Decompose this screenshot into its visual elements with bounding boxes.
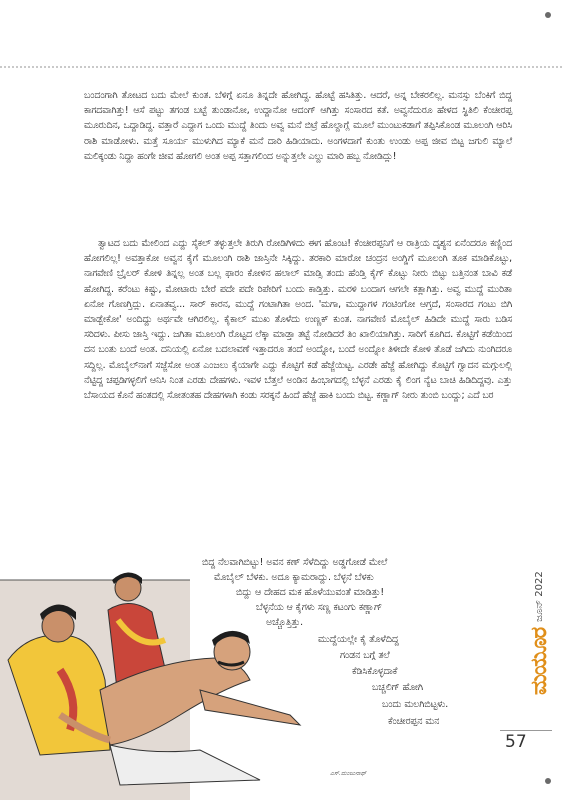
article-paragraph: ಬಂದಂಗಾಗಿ ತೋಟದ ಬದು ಮೇಲೆ ಕುಂತ. ಬೆಳಿಗ್ಗೆ ಏನೂ ತಿನ್ನದೇ ಹೋಗಿದ್ದ. ಹೊಟ್ಟೆ ಹಸಿತಿತ್ತು. ಆದರೆ, ಅನ್ನ ಬೇಕರಲಿಲ್ಲ. ಮನಸ್ಸು ಬೆಂಕಿಗೆ ಬಿದ್ದ ಕಾಗದವಾಗಿತ್ತು! ಆಸೆ ಪಟ್ಟು ತಗಂಡ ಬಟ್ಟೆ ತುಂಡಾನೋ, ಉದ್ದಾನೋ ಆದಂಗ್ ಆಗಿತ್ತು ಸಂಸಾರದ ಕತೆ. ಅವ್ವನೆದುರೂ ಹೇಳದ ಸ್ಥಿತಿಲಿ ಕೆಂಚೀರಪ್ಪ ಮೂರುದಿನ, ಒದ್ದಾಡಿದ್ದ. ವತ್ತಾರೆ ಎದ್ದಾಗ ಒಂದು ಮುದ್ದೆ ತಿಂದು ಅವ್ವ ಮನೆ ಬಿಟ್ರೆ ಹೊಲ್ದಾಗ್ಲೆ ಮೂಲೆ ಮುಂಟುಕಡಾಗೆ ತಪ್ಪಿಸಿಕೊಂಡ ಮೂಲಂಗಿ ಆರಿಸಿ ರಾಶಿ ಮಾಡೋಳು. ಮತ್ತೆ ಸೂರ್ಯ ಮುಳುಗಿದ ಮ್ಯಾಕೆ ಮನೆ ದಾರಿ ಹಿಡಿಯಾದು. ಅಂಗಳದಾಗೆ ಕುಂತು ಉಂಡು ಅಪ್ಪ ಜೀವ ಬಿಟ್ಟ ಜಗುಲಿ ಮ್ಯಾಲೆ ಮಲಿಕ್ಕಂಡು ನಿದ್ದಾ ಹಂಗೇ ಜೀವ ಹೋಗಲಿ ಅಂತ ಅಪ್ಪ ಸತ್ತಾಗಲಿಂದ ಅನ್ನುತ್ತಲೇ ಎಲ್ದು ಮಾರಿ ಹಬ್ಬ ನೋಡಿದ್ಲು! bbox=[84, 90, 512, 162]
cascade-line: ಬಿದ್ದು ಆ ದೇಹದ ಮಕ ಹೊಳೆಯುವಂತೆ ಮಾಡಿತ್ತು! bbox=[236, 587, 385, 598]
cascade-line: ಬಿದ್ದ ನೆಲವಾಗಿಬಿಟ್ಟು! ಅವನ ಕಣ್ ಸೆಳೆದಿದ್ದು ಅಡ್ಡಗೋಡೆ ಮೇಲೆ bbox=[202, 557, 388, 568]
issue-month: ಜೂನ್ 2022 bbox=[533, 571, 545, 622]
top-dotted-divider bbox=[0, 66, 562, 68]
corner-crop-mark bbox=[545, 12, 551, 18]
page-number-rule bbox=[500, 730, 552, 731]
story-illustration bbox=[0, 540, 330, 800]
cascade-line: ಕೆಂಚೀರಪ್ಪನ ಮನ bbox=[388, 716, 440, 727]
cascade-line: ಮುದ್ದೆಯಲ್ಲೇ ಕೈ ತೊಳೆದಿದ್ದ bbox=[318, 634, 399, 645]
cascade-line: ಅಚ್ಚೊತ್ತಿತ್ತು. bbox=[266, 617, 304, 628]
cascade-line: ಗಂಡನ ಬಗ್ಗೆ ತಲೆ bbox=[340, 650, 390, 661]
article-paragraph: ತ್ವಾಟದ ಬದು ಮೇಲಿಂದ ಎದ್ದು ಸೈಕಲ್ ತಳ್ಳುತ್ತಲೇ ತಿರುಗಿ ರೋಡಿಗಿಳಿದು ಈಗ ಹೊಂಟ! ಕೆಂಚೀರಪ್ಪನಿಗೆ ಆ ರಾತ್ರಿಯ ದೃಶ್ಯನ ಏನೆಂದರೂ ಕಣ್ಣಿಂದ ಹೋಗಲಿಲ್ಲ! ಅವತ್ತಾಕೋ ಅವ್ವನ ಕೈಗೆ ಮೂಲಂಗಿ ರಾಶಿ ಜಾಸ್ತಿನೇ ಸಿಕ್ಕಿದ್ದು. ತರಕಾರಿ ಮಾರೋ ಚಂದ್ರನ ಅಂಗ್ಡಿಗೆ ಮೂಲಂಗಿ ತೂಕ ಮಾಡಿಕೊಟ್ಟು, ನಾಗವೇಣಿ ಬ್ರೈಲರ್ ಕೋಳಿ ತಿನ್ನಲ್ಲ ಅಂತ ಬಲ್ಲ ಫಾರಂ ಕೋಳಿನ ಹಲಾಲ್ ಮಾಡ್ಸಿ ತಂದು ಹೆಂಡ್ತಿ ಕೈಗ್ ಕೊಟ್ಟು ನೀರು ಬಿಟ್ಟು ಬತ್ತಿನಂತ ಬಾವಿ ಕಡೆ ಹೋಗಿದ್ದ. ಕರೆಂಟು ಕಿಷ್ಟು, ಮೋಟಾರು ಬೇರೆ ಪದೇ ಪದೇ ರಿಪೇರಿಗೆ ಬಂದು ಕಾಡ್ತಿತ್ತು. ಮರಳಿ ಬಂದಾಗ ಆಗಲೇ ಕತ್ಲಾಗಿತ್ತು. ಅವ್ವ ಮುದ್ದೆ ಮುರಿತಾ ಏನೋ ಗೊಣಗ್ತಿದ್ಲು. ಏನಾತವ್ವ... ಸಾರ್ ಕಾರನ, ಮುದ್ದೆ ಗಂಟಾಗಿತಾ ಅಂದ. 'ಮಗಾ, ಮುದ್ದಾಗಳ ಗಂಟಿಂಗೋ ಆಗ್ತದೆ, ಸಂಸಾರದ ಗಂಟು ಬಿಗಿ ಮಾಡ್ಬೇಕೋ' ಅಂದಿದ್ದು ಅರ್ಥವೇ ಆಗಿರಲಿಲ್ಲ. ಕೈಕಾಲ್ ಮುಖ ತೊಳೆದು ಉಣ್ಣಕ್ ಕುಂತ. ನಾಗವೇಣಿ ಮೊಬೈಲ್ ಹಿಡಿದೇ ಮುದ್ದೆ ಸಾರು ಬಡಿಸ ಸರಿದಳು. ಪೀಸು ಜಾಸ್ತಿ ಇದ್ದು. ಜಗಿತಾ ಮೂಲಂಗಿ ರೊಟ್ಟದ ಲೆಕ್ಕಾ ಮಾಡ್ತಾ ತಟ್ಟೆ ನೋಡಿದರೆ ತಿಂ ಖಾಲಿಯಾಗಿತ್ತು. ಸಾರಿಗೆ ಕೂಗಿದ. ಕೊಟ್ಟಿಗೆ ಕಡೆಯಿಂದ ದನ ಬಂತು ಬಂದೆ ಅಂತ. ದನಿಯಲ್ಲಿ ಏನೋ ಬದಲಾವಣೆ ಇತ್ತಾದರೂ ತಂದೆ ಅಂದ್ನೋ, ಬಂದೆ ಅಂದ್ನೋ ತಿಳೀದೇ ಕೋಳಿ ತೊಡೆ ಜಗಿದು ನುಂಗಿದರೂ ಸದ್ದಿಲ್ಲ. ಮೊಬೈಲ್‌ನಾಗೆ ಸಜ್ಜೆಸೋ ಅಂತ ಎಂಜಲು ಕೈಯಾಗೇ ಎದ್ದು ಕೊಟ್ಟಿಗೆ ಕಡೆ ಹೆಜ್ಜೆಯಿಟ್ಟ. ಎರಡೇ ಹೆಜ್ಜೆ ಹೋಗಿದ್ದು ಕೊಟ್ಟಿಗೆ ಗ್ವಾದನ ಮಗ್ಗುಲಲ್ಲಿ ನೆಟ್ಟಿದ್ದ ಚಪ್ಪಡಿಗಳ್ಳಲಿಗೆ ಆನಿಸಿ ನಿಂತ ಎರಡು ದೇಹಗಳು. ಇವಳ ಬೆತ್ತಲೆ ಅಂಡಿನ ಹಿಂಭಾಗದಲ್ಲಿ ಬೆಳ್ಳನೆ ಎರಡು ಕೈ ಲಿಂಗ ನ್ಯೆಟ ಬಾಚಿ ಹಿಡಿದಿದ್ದವು. ಎತ್ತು ಬೆಸಾಯದ ಕೊನೆ ಹಂತದಲ್ಲಿ ಸೋತಂತಹ ದೇಹಗಳಾಗಿ ಕಂಡು ಸರಕ್ಕನೆ ಹಿಂದೆ ಹೆಜ್ಜೆ ಹಾಕಿ ಬಂದು ಬಿಟ್ಟ. ಕಣ್ಣಾಗ್ ನೀರು ತುಂಬಿ ಬಂದ್ದು; ಎದೆ ಬರ bbox=[84, 238, 512, 402]
cascade-line: ಕೆಡಿಸಿಕೊಳ್ಳದಾಕೆ bbox=[352, 666, 398, 677]
corner-crop-mark bbox=[545, 778, 551, 784]
cascade-line: ಬೆಳ್ಳನೆಯ ಆ ಕೈಗಳು ಸಣ್ಣ ಕಟಂಗು ಕಣ್ಣಾಗ್ bbox=[256, 602, 383, 613]
side-masthead bbox=[519, 571, 559, 695]
magazine-name: ಮಯೂರ bbox=[526, 627, 552, 695]
cascade-line: ಮೊಬೈಲ್ ಬೆಳಕು. ಅದೂ ಕ್ಯಾಮರಾದ್ದು. ಬೆಳ್ಳನೆ ಬೆಳಕು bbox=[214, 572, 374, 583]
cascade-line: ಬಚ್ಚಲಿಗ್ ಹೋಗಿ bbox=[372, 682, 423, 693]
cascade-line: ಬಂದು ಮಲಗಿಬಿಟ್ಟಳು. bbox=[382, 699, 449, 710]
artist-signature: ಎಸ್.ಮಂಜುನಾಥ್ bbox=[330, 770, 367, 777]
page-number: 57 bbox=[505, 732, 527, 752]
